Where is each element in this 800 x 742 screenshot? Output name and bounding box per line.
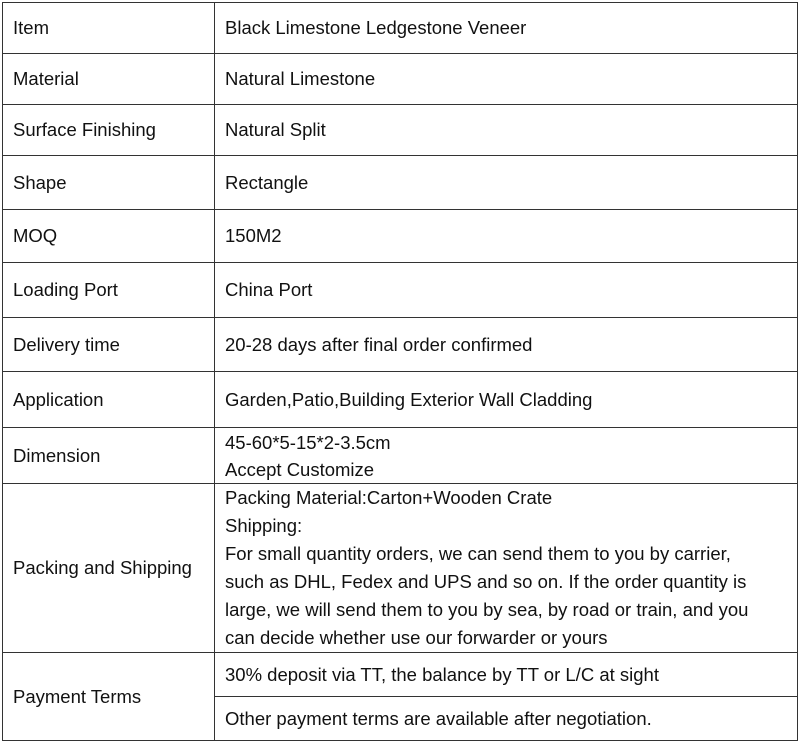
row-label-payment-terms: Payment Terms (3, 653, 215, 741)
row-label-delivery-time: Delivery time (3, 318, 215, 372)
packing-line: large, we will send them to you by sea, by road or train, and you (225, 599, 749, 620)
row-value-moq: 150M2 (215, 210, 798, 263)
product-spec-table (2, 2, 798, 741)
table-row (3, 372, 798, 428)
row-value-packing-shipping (215, 484, 798, 653)
packing-line: For small quantity orders, we can send them to you by carrier, (225, 543, 731, 564)
row-value-payment-term: 30% deposit via TT, the balance by TT or L/C at sight (215, 653, 798, 697)
row-label-moq: MOQ (3, 210, 215, 263)
row-label-item: Item (3, 3, 215, 54)
row-label-shape: Shape (3, 156, 215, 210)
table-row (3, 263, 798, 318)
dimension-line: 45-60*5-15*2-3.5cm (225, 431, 391, 453)
row-label-loading-port: Loading Port (3, 263, 215, 318)
table-row (3, 484, 798, 653)
packing-line: Packing Material:Carton+Wooden Crate (225, 487, 553, 508)
dimension-line: Accept Customize (225, 458, 375, 480)
row-label-packing-shipping: Packing and Shipping (3, 484, 215, 653)
table-row (3, 105, 798, 156)
packing-line: Shipping: (225, 515, 303, 536)
table-row (3, 54, 798, 105)
row-value-shape: Rectangle (215, 156, 798, 210)
row-label-dimension: Dimension (3, 428, 215, 484)
table-row (3, 156, 798, 210)
row-value-item: Black Limestone Ledgestone Veneer (215, 3, 798, 54)
table-row (3, 653, 798, 697)
row-value-surface-finishing: Natural Split (215, 105, 798, 156)
row-label-surface-finishing: Surface Finishing (3, 105, 215, 156)
row-label-application: Application (3, 372, 215, 428)
row-value-payment-term: Other payment terms are available after negotiation. (215, 697, 798, 741)
packing-line: can decide whether use our forwarder or yours (225, 627, 608, 648)
row-value-material: Natural Limestone (215, 54, 798, 105)
row-value-loading-port: China Port (215, 263, 798, 318)
table-row (3, 210, 798, 263)
table-row (3, 428, 798, 484)
row-value-application: Garden,Patio,Building Exterior Wall Cladding (215, 372, 798, 428)
table-row (3, 318, 798, 372)
row-label-material: Material (3, 54, 215, 105)
row-value-delivery-time: 20-28 days after final order confirmed (215, 318, 798, 372)
row-value-dimension (215, 428, 798, 484)
packing-line: such as DHL, Fedex and UPS and so on. If the order quantity is (225, 571, 747, 592)
table-row (3, 3, 798, 54)
